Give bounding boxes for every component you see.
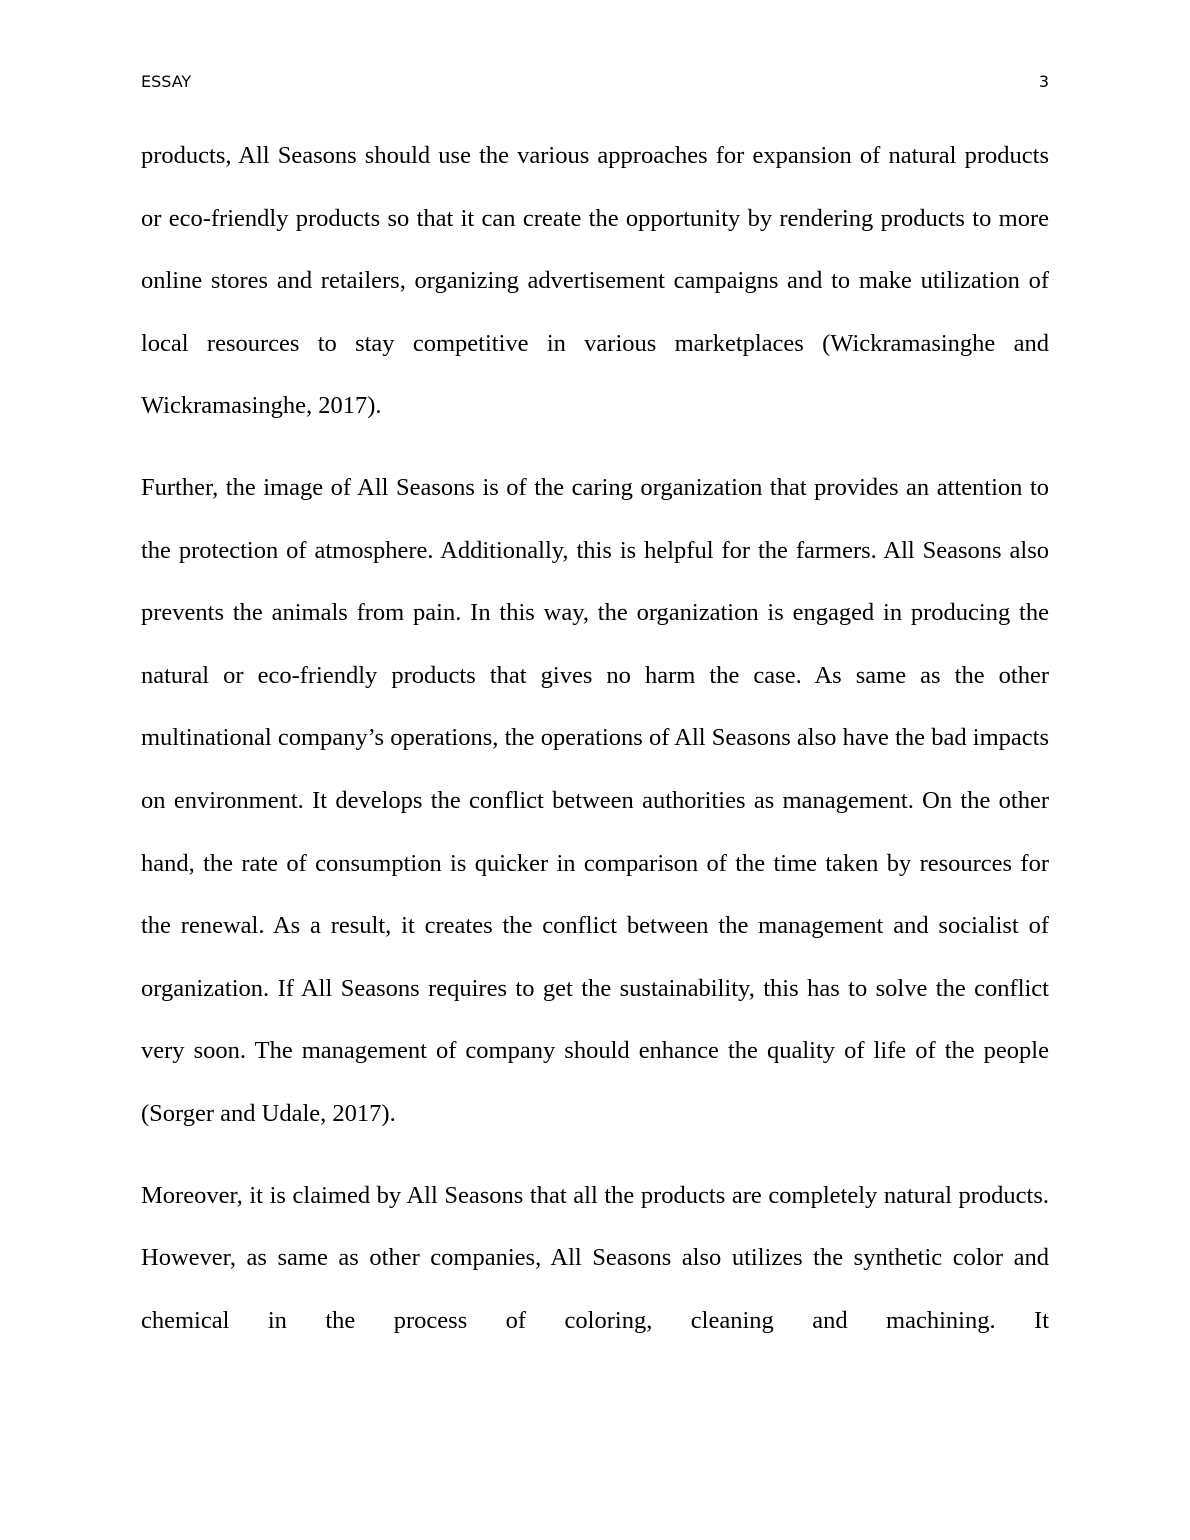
document-body bbox=[141, 125, 1049, 1371]
paragraph-2: Further, the image of All Seasons is of the caring organization that provides an attention to the protection of atmosphere. Additionally, this is helpful for the farmers. All Seasons also prevents the animals from pain. In this way, the organization is engaged in producing the natural or eco-friendly products that gives no harm the case. As same as the other multinational company’s operations, the operations of All Seasons also have the bad impacts on environment. It develops the conflict between authorities as management. On the other hand, the rate of consumption is quicker in comparison of the time taken by resources for the renewal. As a result, it creates the conflict between the management and socialist of organization. If All Seasons requires to get the sustainability, this has to solve the conflict very soon. The management of company should enhance the quality of life of the people (Sorger and Udale, 2017). bbox=[141, 473, 1049, 1127]
paragraph-1: products, All Seasons should use the various approaches for expansion of natural products or eco-friendly products so that it can create the opportunity by rendering products to more online stores and retailers, organizing advertisement campaigns and to make utilization of local resources to stay competitive in various marketplaces (Wickramasinghe and Wickramasinghe, 2017). bbox=[141, 142, 1049, 420]
running-head: ESSAY bbox=[141, 72, 192, 91]
paragraph-3: Moreover, it is claimed by All Seasons that all the products are completely natural products. However, as same as other companies, All Seasons also utilizes the synthetic color and chemical in the process of coloring, cleaning and machining. It bbox=[141, 1181, 1049, 1334]
page-number: 3 bbox=[1038, 72, 1049, 91]
page-header bbox=[141, 72, 1049, 96]
